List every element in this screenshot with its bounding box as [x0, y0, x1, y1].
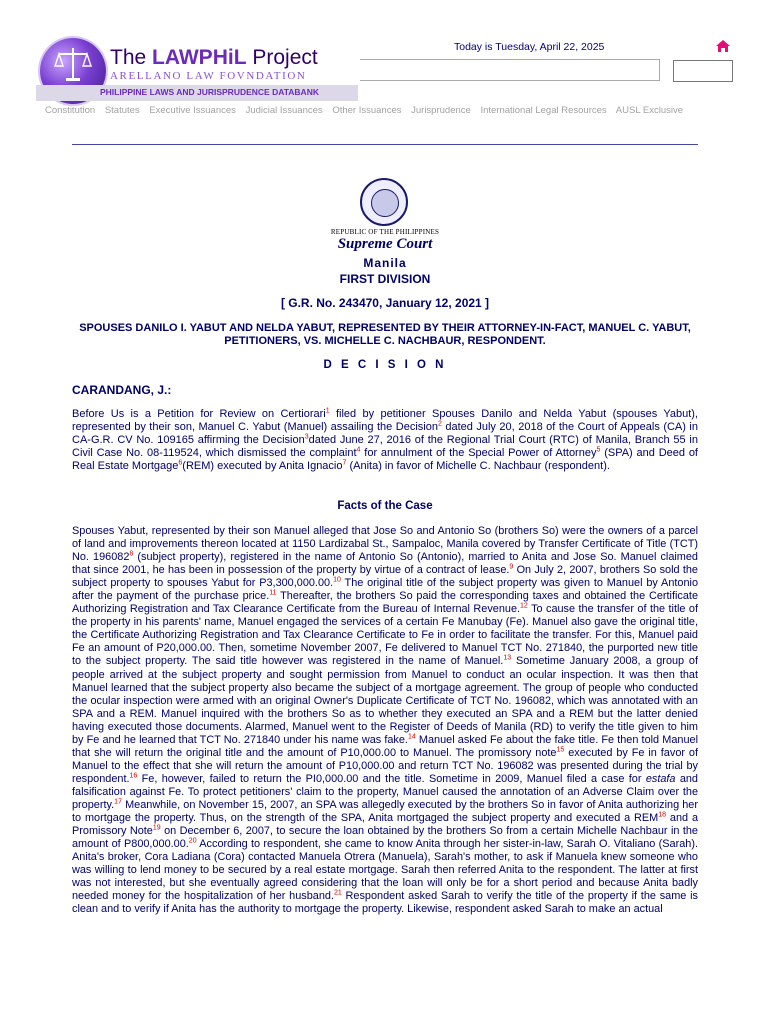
footnote-ref[interactable]: 1: [325, 407, 330, 415]
home-icon[interactable]: [715, 39, 731, 53]
ponente: CARANDANG, J.:: [72, 383, 172, 397]
footnote-ref[interactable]: 2: [437, 420, 442, 428]
footnote-ref[interactable]: 17: [114, 798, 122, 806]
footnote-ref[interactable]: 19: [152, 824, 161, 832]
facts-paragraph: Spouses Yabut, represented by their son Manuel alleged that Jose So and Antonio So (brothers So) were the owners of a parcel of land and improvements thereon located at 1150 Lardizabal St., Sampaloc, Manila covered by Transfer Certificate of Title (TCT) No. 196082$^8$ (subject property), registered in the name of Antonio So (Antonio), married to Anita and Jose So. Manuel claimed that since 2001, he has been in possession of the property by virtue of a contract of lease.$^9$ On July 2, 2007, brothers So sold the subject property to spouses Yabut for P3,300,000.00.10 The original title of the subject property was given to Manuel by Antonio after the payment of the purchase price.$^{11}$ Thereafter, the brothers So paid the corresponding taxes and obtained the Certificate Authorizing Registration and Tax Clearance Certificate from the Bureau of Internal Revenue.$^{12}$ To cause the transfer of the title of the property in his parents' name, Manuel engaged the services of a certain Fe Manubay (Fe). Manuel also gave the original title, the Certificate Authorizing Registration and Tax Clearance Certificate to Fe in order to facilitate the transfer. For this, Manuel paid Fe an amount of P20,000.00. Then, sometime November 2007, Fe delivered to Manuel TCT No. 271840, the purported new title to the subject property. The said title however was registered in the name of Manuel.$^{13}$ Sometime January 2008, a group of people arrived at the subject property and sought permission from Manuel to conduct an ocular inspection. It was then that Manuel learned that the subject property also became the subject of a mortgage agreement. The group of people who conducted the ocular inspection were armed with an original Owner's Duplicate Certificate of TCT No. 196082, which was annotated with an SPA and a REM. Manuel inquired with the brothers So as to whether they executed an SPA and a REM but the latter denied having executed those documents. Alarmed, Manuel went to the Register of Deeds of Manila (RD) to verify the title given to him by Fe and he learned that TCT No. 271840 under his name was fake.$^{14}$ Manuel asked Fe about the fake title. Fe then told Manuel that she will return the original title and the amount of P10,000.00 to Manuel. The promissory note$^{15}$ executed by Fe in favor of Manuel to the effect that she will return the amount of P10,000.00 and return TCT No. 196082 was presented during the trial by respondent.$^{16}$ Fe, however, failed to return the PI0,000.00 and the title. Sometime in 2009, Manuel filed a case for estafa and falsification against Fe. To protect petitioners' claim to the property, Manuel caused the annotation of an Adverse Claim over the property.$^{17}$ Meanwhile, on November 15, 2007, an SPA was allegedly executed by the brothers So in favor of Anita authorizing her to mortgage the property. Thus, on the strength of the SPA, Anita mortgaged the subject property and executed a REM$^{18}$ and a Promissory Note$^{19}$ on December 6, 2007, to secure the loan obtained by the brothers So from a certain Michelle Nachbaur in the amount of P800,000.00.20 According to respondent, she came to know Anita through her sister-in-law, Sarah O. Vitaliano (Sarah). Anita's broker, Cora Ladiana (Cora) contacted Manuela Otrera (Manuela), Sarah's mother, to ask if Manuela knew someone who was willing to lend money to be secured by a real estate mortgage. Sarah then referred Anita to the respondent. The latter at first was not interested, but she eventually agreed considering that the loan will only be for a short period and because Anita badly needed money for the hospitalization of her husband.$^{21}$ Respondent asked Sarah to verify the title of the property if the same is clean and to verify if Anita has the authority to mortgage the property. Likewise, respondent asked Sarah to make an actual: [72, 525, 699, 916]
footnote-ref[interactable]: 15: [556, 746, 565, 754]
supreme-court-seal-icon: [360, 178, 408, 226]
nav-other-issuances[interactable]: Other Issuances: [332, 105, 402, 116]
decision-heading: D E C I S I O N: [323, 359, 447, 371]
footnote-ref[interactable]: 4: [356, 446, 361, 454]
footnote-ref[interactable]: 21: [333, 889, 342, 897]
today-date: Today is Tuesday, April 22, 2025: [454, 41, 605, 53]
nav-ausl-exclusive[interactable]: AUSL Exclusive: [615, 105, 684, 116]
databank-band: [36, 85, 358, 101]
nav-judicial-issuances[interactable]: Judicial Issuances: [245, 105, 323, 116]
nav-statutes[interactable]: Statutes: [104, 105, 140, 116]
footnote-ref[interactable]: 9: [509, 563, 514, 571]
footnote-ref[interactable]: 16: [129, 772, 138, 780]
footnote-ref[interactable]: 11: [269, 589, 277, 597]
nav-jurisprudence[interactable]: Jurisprudence: [411, 105, 471, 116]
search-button[interactable]: [673, 60, 733, 82]
title-prefix: The: [110, 46, 147, 69]
title-suffix: Project: [252, 46, 318, 69]
footnote-ref[interactable]: 14: [407, 733, 416, 741]
footnote-ref[interactable]: 3: [304, 433, 309, 441]
intro-paragraph: Before Us is a Petition for Review on Certiorari$^1$ filed by petitioner Spouses Danilo and Nelda Yabut (spouses Yabut), represented by their son, Manuel C. Yabut (Manuel) assailing the Decision$^2$ dated July 20, 2018 of the Court of Appeals (CA) in CA-G.R. CV No. 109165 affirming the Decision$^3$dated June 27, 2016 of the Regional Trial Court (RTC) of Manila, Branch 55 in Civil Case No. 08-119524, which dismissed the complaint$^4$ for annulment of the Special Power of Attorney$^5$ (SPA) and Deed of Real Estate Mortgage$^6$(REM) executed by Anita Ignacio$^7$ (Anita) in favor of Michelle C. Nachbaur (respondent).: [72, 407, 698, 473]
site-title[interactable]: [110, 46, 318, 70]
division-label: FIRST DIVISION: [339, 272, 431, 286]
title-brand: LAWPHiL: [152, 46, 247, 69]
main-nav: [45, 105, 690, 116]
case-number: [ G.R. No. 243470, January 12, 2021 ]: [280, 296, 490, 310]
footnote-ref[interactable]: 20: [188, 837, 197, 845]
republic-label: REPUBLIC OF THE PHILIPPINES: [330, 228, 440, 236]
footnote-ref[interactable]: 7: [342, 459, 347, 467]
databank-label: PHILIPPINE LAWS AND JURISPRUDENCE DATABANK: [100, 87, 319, 97]
scales-of-justice-icon: [54, 44, 92, 84]
search-input[interactable]: [360, 59, 660, 81]
footnote-ref[interactable]: 18: [658, 811, 667, 819]
footnote-ref[interactable]: 8: [129, 550, 134, 558]
footnote-ref[interactable]: 5: [596, 446, 601, 454]
site-header: [0, 0, 768, 150]
footnote-ref[interactable]: 6: [178, 459, 183, 467]
nav-executive-issuances[interactable]: Executive Issuances: [149, 105, 236, 116]
nav-constitution[interactable]: Constitution: [45, 105, 96, 116]
footnote-ref[interactable]: 13: [503, 654, 512, 662]
facts-heading: Facts of the Case: [337, 500, 433, 512]
header-divider: [72, 144, 698, 145]
site-subtitle: ARELLANO LAW FOVNDATION: [110, 70, 307, 82]
footnote-ref[interactable]: 10: [333, 576, 341, 584]
footnote-ref[interactable]: 12: [520, 602, 528, 610]
nav-international-legal-resources[interactable]: International Legal Resources: [480, 105, 607, 116]
court-name: Supreme Court: [337, 236, 433, 252]
case-parties: SPOUSES DANILO I. YABUT AND NELDA YABUT, REPRESENTED BY THEIR ATTORNEY-IN-FACT, MANUEL C. YABUT, PETITIONERS, VS. MICHELLE C. NACHBAUR, RESPONDENT.: [79, 322, 691, 347]
court-city: Manila: [363, 256, 407, 270]
